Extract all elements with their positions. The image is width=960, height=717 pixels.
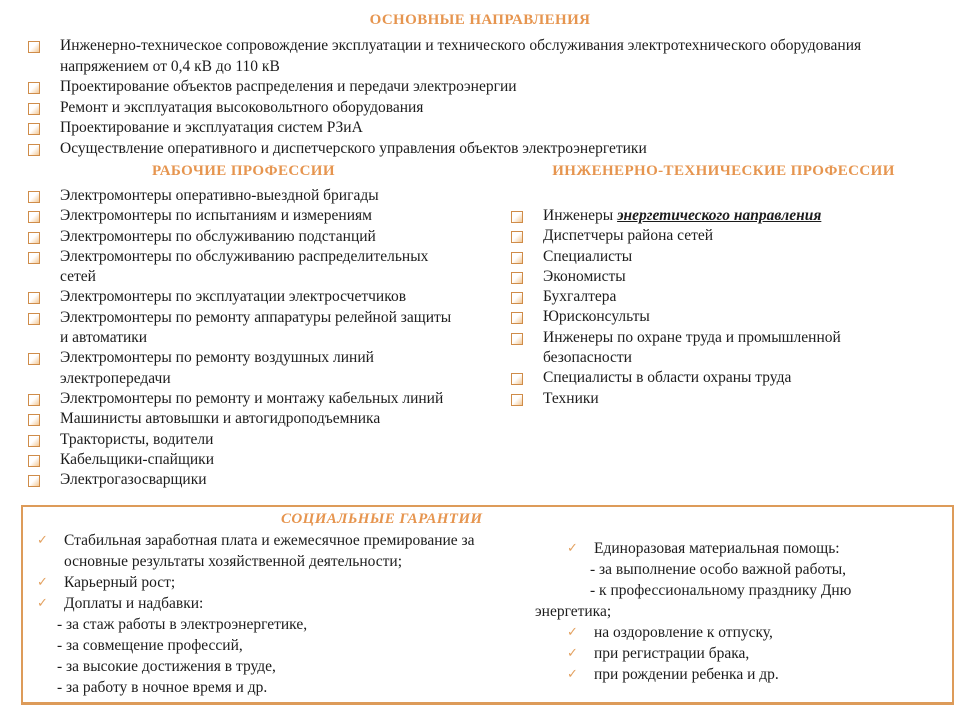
item-text: Машинисты автовышки и автогидроподъемника <box>60 410 381 428</box>
item-text <box>543 267 626 287</box>
sub-lines <box>23 614 535 698</box>
checkbox-bullet-icon <box>28 313 40 325</box>
workers-list <box>0 186 487 490</box>
social-item-text: Стабильная заработная плата и ежемесячное премирование за основные результаты хозяйственной деятельности; <box>64 532 475 570</box>
emphasis-text: энергетического направления <box>617 207 822 224</box>
checkbox-bullet-icon <box>28 292 40 304</box>
social-item <box>23 530 535 572</box>
social-item <box>535 643 952 664</box>
social-guarantees-columns <box>23 530 952 698</box>
social-item-row <box>535 643 952 664</box>
item-text: Электромонтеры оперативно-выездной бригады <box>60 187 379 204</box>
social-item <box>23 572 535 593</box>
list-item <box>511 247 960 267</box>
item-text: Электромонтеры по ремонту и монтажу кабельных линий <box>60 389 444 407</box>
list-item <box>28 139 960 160</box>
social-item-text: Доплаты и надбавки: <box>64 595 204 612</box>
item-text: Трактористы, водители <box>60 430 214 448</box>
list-item <box>511 368 960 388</box>
list-item <box>28 409 487 429</box>
list-item <box>28 206 487 226</box>
social-item-text: на оздоровление к отпуску, <box>594 624 773 641</box>
engineers-title: ИНЖЕНЕРНО-ТЕХНИЧЕСКИЕ ПРОФЕССИИ <box>552 163 895 179</box>
sub-line: - за работу в ночное время и др. <box>57 679 268 696</box>
check-icon: ✓ <box>567 646 578 661</box>
checkbox-bullet-icon <box>511 231 523 243</box>
list-item <box>28 36 960 77</box>
social-item-text: при регистрации брака, <box>594 645 750 662</box>
item-text: Проектирование и эксплуатация систем РЗиА <box>60 119 363 136</box>
social-item-text: при рождении ребенка и др. <box>594 666 779 683</box>
check-icon: ✓ <box>37 596 48 611</box>
checkbox-bullet-icon <box>511 272 523 284</box>
list-item <box>28 77 960 98</box>
list-item <box>511 287 960 307</box>
social-right-list <box>535 530 952 698</box>
checkbox-bullet-icon <box>28 252 40 264</box>
item-text <box>543 206 821 226</box>
checkbox-bullet-icon <box>511 211 523 223</box>
checkbox-bullet-icon <box>511 373 523 385</box>
checkbox-bullet-icon <box>28 103 40 115</box>
social-item-text: Единоразовая материальная помощь: <box>594 540 840 557</box>
checkbox-bullet-icon <box>511 312 523 324</box>
social-item <box>535 622 952 643</box>
list-item <box>28 308 487 349</box>
sub-line: - к профессиональному празднику Дню <box>590 582 852 599</box>
main-directions-title: ОСНОВНЫЕ НАПРАВЛЕНИЯ <box>369 12 591 28</box>
item-text: Электромонтеры по ремонту аппаратуры релейной защиты и автоматики <box>60 308 452 347</box>
item-text: Кабельщики-спайщики <box>60 450 215 468</box>
checkbox-bullet-icon <box>28 82 40 94</box>
workers-title: РАБОЧИЕ ПРОФЕССИИ <box>152 163 335 179</box>
item-text-plain: Диспетчеры района сетей <box>543 227 714 245</box>
item-text-plain: Специалисты в области охраны труда <box>543 369 792 387</box>
list-item <box>511 226 960 246</box>
social-item <box>535 538 952 622</box>
list-item <box>28 470 487 490</box>
item-text: Ремонт и эксплуатация высоковольтного оборудования <box>60 98 424 116</box>
item-text: Электромонтеры по эксплуатации электросчетчиков <box>60 288 407 306</box>
item-text <box>543 328 878 369</box>
checkbox-bullet-icon <box>28 435 40 447</box>
social-guarantees-title: СОЦИАЛЬНЫЕ ГАРАНТИИ <box>281 511 483 527</box>
item-text-plain: Специалисты <box>543 247 633 265</box>
social-item-row <box>535 664 952 685</box>
list-item <box>511 307 960 327</box>
sub-line: - за совмещение профессий, <box>57 637 243 654</box>
social-item <box>23 593 535 698</box>
list-item <box>28 389 487 409</box>
item-text: Осуществление оперативного и диспетчерского управления объектов электроэнергетики <box>60 139 647 157</box>
list-item <box>28 98 960 119</box>
social-item-row <box>23 530 535 572</box>
checkbox-bullet-icon <box>511 292 523 304</box>
social-guarantees-box <box>21 505 954 705</box>
checkbox-bullet-icon <box>28 123 40 135</box>
social-item-text: Карьерный рост; <box>64 574 176 591</box>
social-item-row <box>23 593 535 614</box>
item-text-plain: Юрисконсульты <box>543 308 650 326</box>
social-left-list <box>23 530 535 698</box>
list-item <box>28 118 960 139</box>
checkbox-bullet-icon <box>28 232 40 244</box>
item-text <box>543 247 632 267</box>
check-icon: ✓ <box>37 533 48 548</box>
item-text-plain: Инженеры по охране труда и промышленной безопасности <box>543 328 841 367</box>
professions-section <box>0 163 960 490</box>
workers-column <box>0 163 487 490</box>
social-item <box>535 664 952 685</box>
sub-line: - за выполнение особо важной работы, <box>590 561 847 578</box>
sub-lines <box>535 559 952 601</box>
item-text-plain: Техники <box>543 389 599 407</box>
item-text: Электромонтеры по обслуживанию распределительных сетей <box>60 247 429 286</box>
sub-line: - за высокие достижения в труде, <box>57 658 276 675</box>
item-text <box>543 368 791 388</box>
list-item <box>28 430 487 450</box>
engineers-list <box>487 206 960 409</box>
item-text <box>543 389 599 409</box>
item-text <box>543 307 650 327</box>
item-text: Электромонтеры по ремонту воздушных линий электропередачи <box>60 349 374 387</box>
item-text: Инженерно-техническое сопровождение эксплуатации и технического обслуживания электротехнического оборудования напряжением от 0,4 кВ до 110 кВ <box>60 37 862 75</box>
list-item <box>511 389 960 409</box>
checkbox-bullet-icon <box>28 475 40 487</box>
list-item <box>28 186 487 206</box>
list-item <box>28 227 487 247</box>
checkbox-bullet-icon <box>28 41 40 53</box>
item-text-plain: Бухгалтера <box>543 288 617 306</box>
checkbox-bullet-icon <box>28 455 40 467</box>
checkbox-bullet-icon <box>28 414 40 426</box>
checkbox-bullet-icon <box>511 394 523 406</box>
checkbox-bullet-icon <box>28 353 40 365</box>
checkbox-bullet-icon <box>511 252 523 264</box>
checkbox-bullet-icon <box>28 211 40 223</box>
main-directions-list <box>0 36 960 159</box>
checkbox-bullet-icon <box>28 144 40 156</box>
social-item-row <box>23 572 535 593</box>
item-text <box>543 226 713 246</box>
list-item <box>28 450 487 470</box>
sub-line: - за стаж работы в электроэнергетике, <box>57 616 308 633</box>
item-text-plain: Инженеры <box>543 207 618 224</box>
item-text <box>543 287 616 307</box>
check-icon: ✓ <box>567 541 578 556</box>
item-text: Электрогазосварщики <box>60 471 207 489</box>
check-icon: ✓ <box>567 625 578 640</box>
list-item <box>511 206 960 226</box>
outdent-line: энергетика; <box>535 603 612 620</box>
engineers-column <box>487 163 960 490</box>
item-text-plain: Экономисты <box>543 267 626 285</box>
check-icon: ✓ <box>567 667 578 682</box>
list-item <box>28 247 487 288</box>
list-item <box>511 267 960 287</box>
list-item <box>28 287 487 307</box>
list-item <box>511 328 960 369</box>
main-directions-section <box>0 12 960 159</box>
item-text: Электромонтеры по испытаниям и измерениям <box>60 207 372 225</box>
check-icon: ✓ <box>37 575 48 590</box>
social-item-row <box>535 622 952 643</box>
item-text: Проектирование объектов распределения и передачи электроэнергии <box>60 78 517 95</box>
checkbox-bullet-icon <box>511 333 523 345</box>
checkbox-bullet-icon <box>28 394 40 406</box>
checkbox-bullet-icon <box>28 191 40 203</box>
item-text: Электромонтеры по обслуживанию подстанций <box>60 227 376 245</box>
social-item-row <box>535 538 952 559</box>
list-item <box>28 348 487 389</box>
